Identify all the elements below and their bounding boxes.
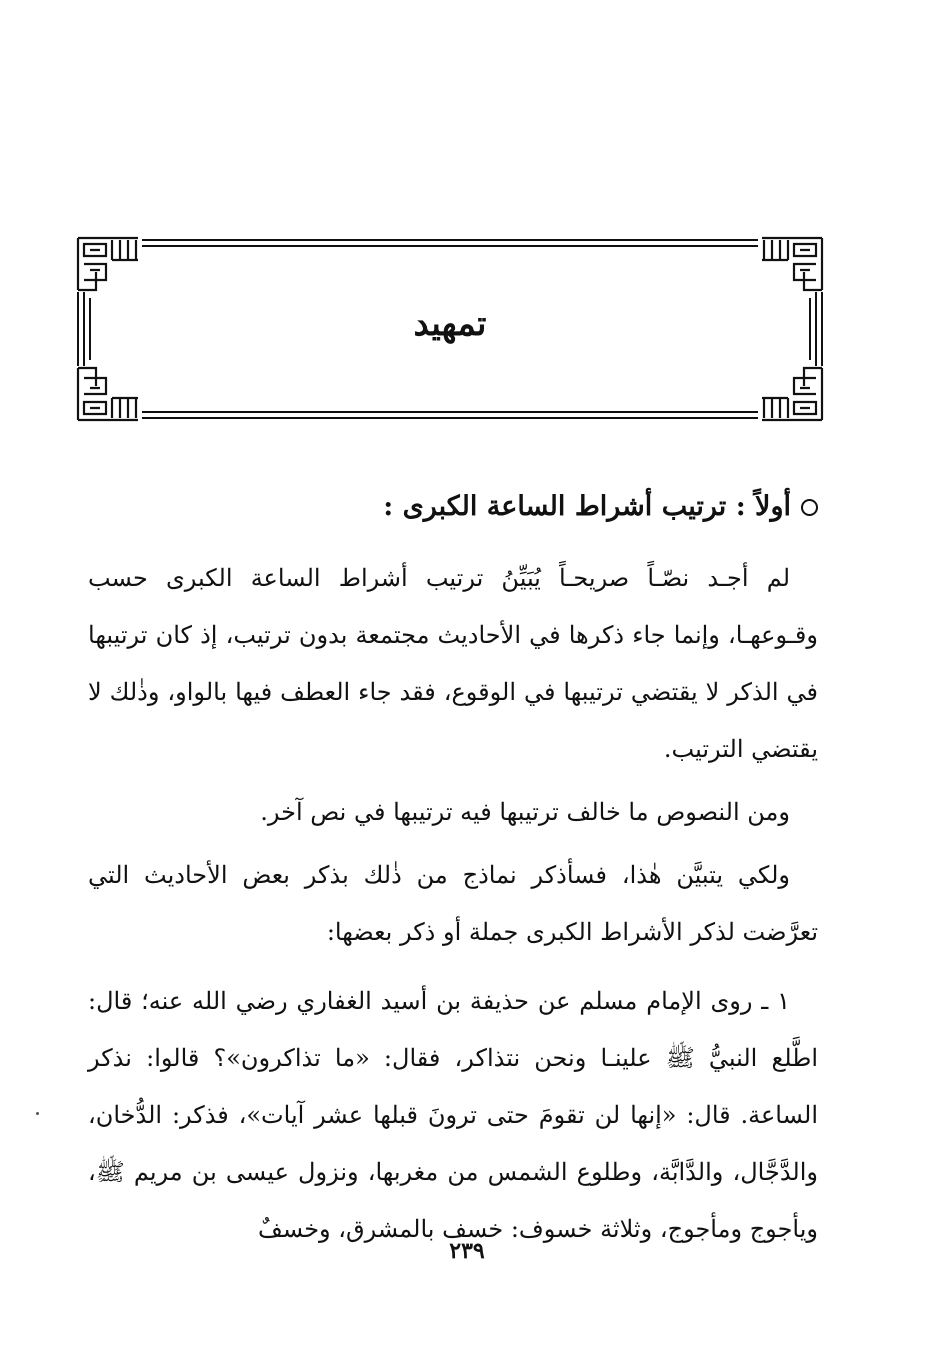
circle-bullet-icon	[801, 499, 818, 516]
paragraph: ومن النصوص ما خالف ترتيبها فيه ترتيبها في نص آخر.	[260, 798, 790, 826]
page-number: ٢٣٩	[449, 1238, 485, 1264]
section-heading	[88, 478, 818, 536]
scan-speck	[36, 1112, 39, 1115]
section-heading-text: أولاً : ترتيب أشراط الساعة الكبرى :	[383, 491, 791, 522]
paragraph: ولكي يتبيَّن هٰذا، فسأذكر نماذج من ذٰلك بذكر بعض الأحاديث التي تعرَّضت لذكر الأشراط الكبرى جملة أو ذكر بعضها:	[88, 861, 818, 946]
chapter-title-frame	[76, 236, 824, 422]
numbered-paragraph: ١ ـ روى الإمام مسلم عن حذيفة بن أسيد الغفاري رضي الله عنه؛ قال: اطَّلع النبيُّ ﷺ علينـا ونحن نتذاكر، فقال: «ما تذاكرون»؟ قالوا: نذكر الساعة. قال: «إنها لن تقومَ حتى ترونَ قبلها عشر آيات»، فذكر: الدُّخان، والدَّجَّال، والدَّابَّة، وطلوع الشمس من مغربها، ونزول عيسى بن مريم ﷺ، ويأجوج ومأجوج، وثلاثة خسوف: خسف بالمشرق، وخسفٌ	[88, 987, 818, 1243]
paragraph: لم أجـد نصّـاً صريحـاً يُبَيِّنُ ترتيب أشراط الساعة الكبرى حسب وقـوعهـا، وإنما جاء ذكرها في الأحاديث مجتمعة بدون ترتيب، إذ كان ترتيبها في الذكر لا يقتضي ترتيبها في الوقوع، فقد جاء العطف فيها بالواو، وذٰلك لا يقتضي الترتيب.	[88, 564, 818, 763]
main-text	[88, 478, 818, 1264]
chapter-title: تمهيد	[413, 304, 487, 344]
